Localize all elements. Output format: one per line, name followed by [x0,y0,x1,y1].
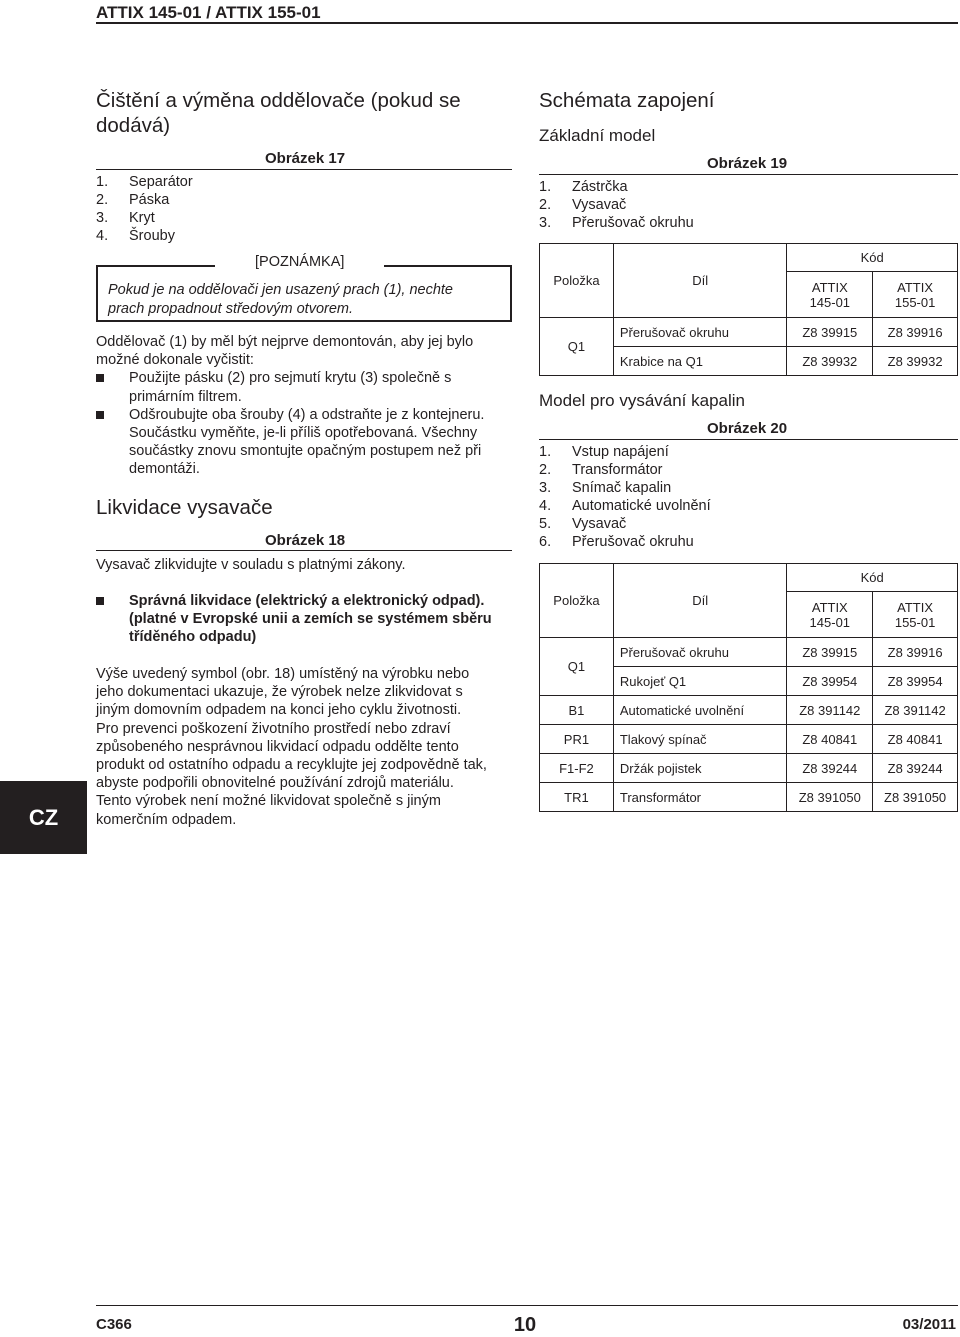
cell-part: Krabice na Q1 [613,347,787,376]
cell-code-155: Z8 39916 [873,638,958,667]
list-number: 1. [539,179,552,195]
list-number: 2. [539,462,552,478]
list-label: Přerušovač okruhu [572,215,694,231]
weee-line: tříděného odpadu) [129,629,257,646]
footer-divider [96,1305,958,1306]
figure-18-rule [96,550,512,551]
header-line: ATTIX [811,279,848,295]
table-row [540,638,958,667]
paragraph-line: jiným domovním odpadem na konci jeho cyklu životnosti. [96,702,462,719]
list-label: Snímač kapalin [572,480,672,496]
header-line: ATTIX [811,599,848,615]
header-line: 155-01 [894,614,936,630]
header-line: ATTIX [897,279,934,295]
bullet-line: Součástku vyměňte, je-li příliš opotřebovaná. Všechny [129,425,478,442]
list-label: Separátor [129,174,193,190]
list-number: 1. [96,174,109,190]
cell-part: Přerušovač okruhu [613,638,787,667]
paragraph-line: komerčním odpadem. [96,811,237,828]
list-item [539,443,839,461]
list-number: 6. [539,534,552,550]
column-header-item: Položka [540,244,614,318]
list-number: 5. [539,516,552,532]
header-line: 145-01 [809,294,851,310]
cell-code-155: Z8 39916 [873,318,958,347]
list-item [539,533,839,551]
figure-18-caption: Obrázek 18 [265,532,346,549]
cell-code-155: Z8 40841 [873,725,958,754]
list-item [96,209,396,227]
list-number: 3. [96,210,109,226]
cell-code-145: Z8 39932 [787,347,873,376]
cell-code-155: Z8 391142 [873,696,958,725]
weee-line: (platné v Evropské unii a zemích se systémem sběru [129,611,492,628]
table-row [540,696,958,725]
column-header-attix-145 [787,272,873,318]
cleaning-heading [96,88,461,138]
cell-part: Automatické uvolnění [613,696,787,725]
cell-part: Transformátor [613,783,787,812]
figure-19-rule [539,174,958,175]
figure-19-caption: Obrázek 19 [707,155,788,172]
list-label: Vysavač [572,197,627,213]
bullet-line: Odšroubujte oba šrouby (4) a odstraňte je z kontejneru. [129,406,485,423]
bullet-line: demontáži. [129,461,200,478]
cell-code-155: Z8 39244 [873,754,958,783]
cell-item: B1 [540,696,614,725]
list-label: Automatické uvolnění [572,498,711,514]
table-row [540,783,958,812]
liquid-model-list [539,443,839,551]
basic-model-subheading: Základní model [539,126,656,145]
paragraph-line: Tento výrobek není možné likvidovat společně s jiným [96,793,441,810]
list-label: Vysavač [572,516,627,532]
list-item [539,515,839,533]
cell-part: Rukojeť Q1 [613,667,787,696]
column-header-item: Položka [540,564,614,638]
cleaning-heading-line: Čištění a výměna oddělovače (pokud se [96,89,461,112]
cell-code-155: Z8 391050 [873,783,958,812]
paragraph-line: způsobeného nesprávnou likvidací odpadu oddělte tento [96,738,459,755]
paragraph-line: produkt od ostatního odpadu a recyklujte jej zodpovědně tak, [96,757,487,774]
cell-part: Držák pojistek [613,754,787,783]
list-number: 1. [539,444,552,460]
instruction-line: možné dokonale vyčistit: [96,352,254,369]
cell-part: Tlakový spínač [613,725,787,754]
list-label: Transformátor [572,462,663,478]
list-label: Páska [129,192,170,208]
liquid-parts-table [539,563,958,812]
weee-line: Správná likvidace (elektrický a elektronický odpad). [129,593,485,609]
list-item [96,227,396,245]
column-header-code: Kód [787,564,958,592]
bullet-line: primárním filtrem. [129,388,242,405]
cleaning-instructions [96,333,516,479]
list-label: Zástrčka [572,179,628,195]
column-header-attix-155 [873,592,958,638]
list-item [539,479,839,497]
list-number: 4. [96,228,109,244]
list-label: Přerušovač okruhu [572,534,694,550]
bullet-line: Použijte pásku (2) pro sejmutí krytu (3) společně s [129,370,452,387]
list-label: Šrouby [129,228,175,244]
paragraph-line: abyste podpořili obnovitelné používání zdrojů materiálu. [96,775,454,792]
table-header-row [540,244,958,272]
table-header-row [540,564,958,592]
list-item [96,191,396,209]
note-title: [POZNÁMKA] [215,254,384,270]
footer-date: 03/2011 [902,1316,956,1333]
disposal-paragraph [96,665,516,829]
cell-code-145: Z8 391050 [787,783,873,812]
cell-code-145: Z8 39915 [787,638,873,667]
list-item [96,592,516,647]
list-item [96,406,516,479]
figure-17-caption: Obrázek 17 [265,150,346,167]
list-number: 2. [96,192,109,208]
list-label: Kryt [129,210,155,226]
bullet-line: součástky znovu smontujte opačným postupem než při [129,443,482,460]
header-divider [96,22,958,24]
note-line: prach propadnout středovým otvorem. [108,300,354,317]
cell-code-145: Z8 39244 [787,754,873,783]
list-number: 3. [539,215,552,231]
note-line: Pokud je na oddělovači jen usazený prach (1), nechte [108,282,453,298]
list-number: 4. [539,498,552,514]
table-row [540,754,958,783]
language-tab: CZ [0,781,87,854]
cell-item: PR1 [540,725,614,754]
wiring-heading: Schémata zapojení [539,89,715,112]
list-item [539,214,839,232]
cleaning-heading-line: dodává) [96,114,171,137]
paragraph-line: Výše uvedený symbol (obr. 18) umístěný na výrobku nebo [96,666,470,682]
note-text [108,281,508,318]
liquid-model-subheading: Model pro vysávání kapalin [539,391,746,410]
cell-code-145: Z8 40841 [787,725,873,754]
instruction-line: Oddělovač (1) by měl být nejprve demontován, aby jej bylo [96,334,474,350]
footer-doc-code: C366 [96,1316,132,1333]
cell-code-155: Z8 39954 [873,667,958,696]
cell-code-145: Z8 39915 [787,318,873,347]
column-header-attix-145 [787,592,873,638]
cell-item: Q1 [540,638,614,696]
table-row [540,318,958,347]
list-item [539,196,839,214]
list-number: 3. [539,480,552,496]
figure-20-rule [539,439,958,440]
column-header-part: Díl [613,564,787,638]
disposal-heading: Likvidace vysavače [96,496,273,519]
disposal-text: Vysavač zlikvidujte v souladu s platnými zákony. [96,557,406,573]
figure-17-rule [96,169,512,170]
header-line: 155-01 [894,294,936,310]
paragraph-line: jeho dokumentaci ukazuje, že výrobek nelze zlikvidovat s [96,684,463,701]
basic-parts-table [539,243,958,376]
cell-code-145: Z8 391142 [787,696,873,725]
figure-20-caption: Obrázek 20 [707,420,788,437]
header-line: ATTIX [897,599,934,615]
list-item [96,173,396,191]
document-header-title: ATTIX 145-01 / ATTIX 155-01 [96,3,321,22]
list-number: 2. [539,197,552,213]
cell-item: F1-F2 [540,754,614,783]
bullet-marker [96,592,129,647]
weee-notice [96,592,516,647]
cell-code-155: Z8 39932 [873,347,958,376]
paragraph-line: Pro prevenci poškození životního prostředí nebo zdraví [96,720,451,737]
table-row [540,725,958,754]
column-header-attix-155 [873,272,958,318]
bullet-marker [96,369,129,405]
cell-item: TR1 [540,783,614,812]
cell-part: Přerušovač okruhu [613,318,787,347]
column-header-code: Kód [787,244,958,272]
header-line: 145-01 [809,614,851,630]
cell-code-145: Z8 39954 [787,667,873,696]
column-header-part: Díl [613,244,787,318]
list-label: Vstup napájení [572,444,669,460]
bullet-marker [96,406,129,479]
basic-model-list [539,178,839,232]
list-item [539,461,839,479]
cell-item: Q1 [540,318,614,376]
list-item [539,497,839,515]
footer-page-number: 10 [513,1314,537,1336]
list-item [96,369,516,405]
list-item [539,178,839,196]
cleaning-parts-list [96,173,396,245]
